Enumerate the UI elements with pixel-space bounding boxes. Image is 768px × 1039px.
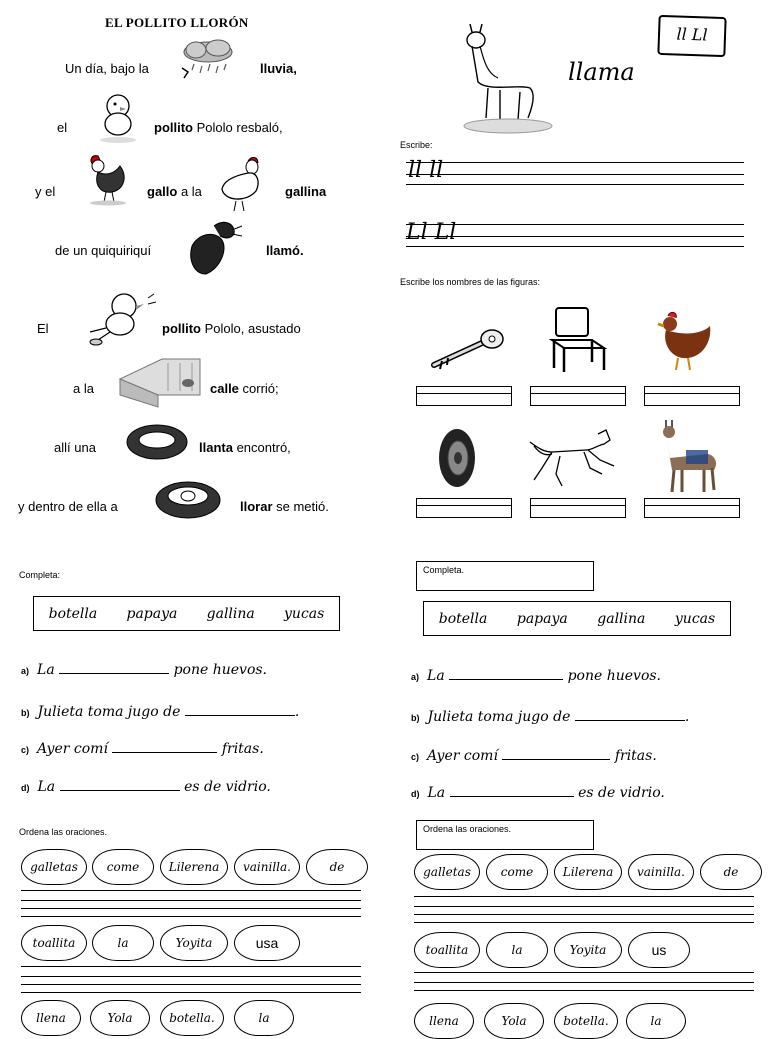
blank-field[interactable] <box>60 788 180 791</box>
sentence-before: La <box>37 662 55 678</box>
sentence-before: Ayer comí <box>37 741 108 757</box>
word-cloud[interactable]: Lilerena <box>160 849 228 885</box>
crowing-rooster-icon <box>184 216 244 278</box>
answer-box-hen[interactable] <box>644 386 740 406</box>
answer-line <box>414 982 754 983</box>
word-cloud[interactable]: la <box>486 932 548 968</box>
poem-line-5-rest: Pololo, asustado <box>201 321 301 336</box>
blank-field[interactable] <box>502 757 610 760</box>
answer-box-tire[interactable] <box>416 498 512 518</box>
word-cloud[interactable]: come <box>92 849 154 885</box>
sentence-before: La <box>427 785 446 801</box>
word-cloud[interactable]: la <box>626 1003 686 1039</box>
poem-line-3-text: y el <box>35 184 56 199</box>
practice-line-ll: ll ll <box>408 158 444 183</box>
writing-line <box>406 174 744 175</box>
sentence-after: . <box>294 704 300 720</box>
writing-line <box>406 236 744 237</box>
tire-icon <box>125 422 189 462</box>
word-cloud[interactable]: galletas <box>21 849 87 885</box>
word-bank-word: papaya <box>516 610 568 627</box>
sentence-a-left <box>21 662 267 678</box>
word-cloud[interactable]: Yoyita <box>554 932 622 968</box>
blank-field[interactable] <box>449 677 563 680</box>
poem-line-7-rest: encontró, <box>232 440 291 455</box>
sentence-label: c) <box>411 752 420 762</box>
practice-line-Ll: Ll Ll <box>406 220 457 245</box>
blank-field[interactable] <box>575 718 685 721</box>
word-cloud[interactable]: galletas <box>414 854 480 890</box>
horse-icon <box>526 428 618 488</box>
poem-line-8-text: y dentro de ella a <box>18 499 118 514</box>
poem-word-pollito: pollito <box>154 120 193 135</box>
answer-box-key[interactable] <box>416 386 512 406</box>
sentence-before: Julieta toma jugo de <box>37 704 181 720</box>
llama-word: llama <box>568 58 635 86</box>
sentence-b-left <box>21 704 299 720</box>
poem-line-6-text: a la <box>73 381 94 396</box>
word-cloud[interactable]: usa <box>234 925 300 961</box>
poem-line-2-rest: Pololo resbaló, <box>193 120 283 135</box>
ordena-label-right: Ordena las oraciones. <box>423 824 512 834</box>
nombres-label: Escribe los nombres de las figuras: <box>400 277 541 287</box>
word-cloud[interactable]: come <box>486 854 548 890</box>
poem-line-6-rest: corrió; <box>238 381 279 396</box>
sentence-before: La <box>427 668 445 684</box>
answer-line <box>21 992 361 993</box>
letters-card <box>657 15 726 57</box>
word-bank-word: gallina <box>206 605 255 622</box>
sentence-d-right <box>411 785 665 801</box>
answer-line <box>21 976 361 977</box>
answer-box-llama[interactable] <box>644 498 740 518</box>
word-cloud[interactable]: la <box>234 1000 294 1036</box>
sentence-before: Julieta toma jugo de <box>427 709 571 725</box>
answer-line <box>414 896 754 897</box>
sentence-after: fritas. <box>614 748 657 764</box>
poem-word-calle: calle <box>210 381 239 396</box>
answer-line <box>414 972 754 973</box>
chick-in-tire-icon <box>154 478 222 522</box>
poem-word-lluvia: lluvia, <box>260 61 297 76</box>
sentence-c-left <box>21 741 264 757</box>
sentence-before: Ayer comí <box>427 748 498 764</box>
word-bank-word: gallina <box>597 610 646 627</box>
word-bank-word: yucas <box>674 610 716 627</box>
completa-label-left: Completa: <box>19 570 61 580</box>
answer-line <box>414 922 754 923</box>
answer-line <box>414 990 754 991</box>
word-cloud[interactable]: Yola <box>90 1000 150 1036</box>
word-bank-word: botella <box>438 610 488 627</box>
poem-word-gallo: gallo <box>147 184 178 199</box>
sentence-label: a) <box>21 666 30 676</box>
answer-line <box>21 966 361 967</box>
ordena-label-left: Ordena las oraciones. <box>19 827 108 837</box>
escribe-label: Escribe: <box>400 140 433 150</box>
sentence-label: d) <box>21 783 30 793</box>
key-icon <box>430 325 506 373</box>
sentence-b-right <box>411 709 689 725</box>
rooster-icon <box>84 152 130 206</box>
poem-line-1-text: Un día, bajo la <box>65 61 149 76</box>
poem-word-pollito-2: pollito <box>162 321 201 336</box>
writing-line <box>406 224 744 225</box>
poem-word-llanta: llanta <box>199 440 233 455</box>
answer-line <box>21 916 361 917</box>
blank-field[interactable] <box>59 671 169 674</box>
word-bank-word: botella <box>48 605 98 622</box>
poem-line-6 <box>210 381 279 396</box>
sentence-before: La <box>37 779 56 795</box>
ordena-label-box-right <box>416 820 594 850</box>
writing-line <box>406 162 744 163</box>
word-cloud[interactable]: toallita <box>414 932 480 968</box>
poem-line-5 <box>162 321 301 336</box>
poem-line-2-text: el <box>57 120 68 135</box>
tire-photo-icon <box>438 428 476 488</box>
poem-line-7 <box>199 440 291 455</box>
poem-word-gallina: gallina <box>285 184 327 199</box>
answer-line <box>21 984 361 985</box>
sentence-after: fritas. <box>221 741 264 757</box>
rain-cloud-icon <box>180 38 236 80</box>
sentence-c-right <box>411 748 657 764</box>
llama-cartoon-icon <box>458 22 558 134</box>
sentence-a-right <box>411 668 661 684</box>
poem-line-7-text: allí una <box>54 440 96 455</box>
word-bank-left <box>33 596 340 631</box>
sentence-label: d) <box>411 789 420 799</box>
poem-line-4-text: de un quiquiriquí <box>55 243 152 258</box>
poem-line-3-rest: a la <box>177 184 202 199</box>
sentence-d-left <box>21 779 271 795</box>
completa-label-box-right <box>416 561 594 591</box>
poem-line-3 <box>147 184 202 199</box>
poem-word-llamo: llamó. <box>266 243 304 258</box>
word-cloud[interactable]: de <box>700 854 762 890</box>
word-cloud[interactable]: botella. <box>554 1003 618 1039</box>
answer-line <box>414 906 754 907</box>
writing-line <box>406 246 744 247</box>
sentence-after: pone huevos. <box>567 668 662 684</box>
llama-photo-icon <box>658 418 722 494</box>
blank-field[interactable] <box>112 750 217 753</box>
word-cloud[interactable]: toallita <box>21 925 87 961</box>
word-cloud[interactable]: llena <box>414 1003 474 1039</box>
sentence-label: b) <box>21 708 30 718</box>
word-bank-word: yucas <box>284 605 325 622</box>
sentence-label: b) <box>411 713 420 723</box>
sentence-after: es de vidrio. <box>578 785 665 801</box>
word-cloud[interactable]: botella. <box>160 1000 224 1036</box>
sentence-after: pone huevos. <box>173 662 268 678</box>
word-cloud[interactable]: us <box>628 932 690 968</box>
blank-field[interactable] <box>450 794 574 797</box>
word-bank-right <box>423 601 731 636</box>
chair-icon <box>548 306 608 374</box>
sentence-after: . <box>684 709 690 725</box>
word-cloud[interactable]: vainilla. <box>234 849 300 885</box>
poem-word-llorar: llorar <box>240 499 273 514</box>
answer-line <box>414 914 754 915</box>
answer-line <box>21 900 361 901</box>
hen-photo-icon <box>654 310 716 374</box>
poem-line-8 <box>240 499 329 514</box>
answer-box-horse[interactable] <box>530 498 626 518</box>
answer-line <box>21 908 361 909</box>
completa-label-right: Completa. <box>423 565 465 575</box>
word-cloud[interactable]: llena <box>21 1000 81 1036</box>
poem-title: EL POLLITO LLORÓN <box>105 15 249 30</box>
sentence-after: es de vidrio. <box>184 779 271 795</box>
writing-line <box>406 184 744 185</box>
street-icon <box>118 355 202 409</box>
sentence-label: c) <box>21 745 30 755</box>
chick-slipping-icon <box>96 88 140 144</box>
word-cloud[interactable]: Lilerena <box>554 854 622 890</box>
scared-chick-icon <box>84 288 160 348</box>
blank-field[interactable] <box>185 713 295 716</box>
poem-line-5-text: El <box>37 321 49 336</box>
poem-line-2 <box>154 120 283 135</box>
word-bank-word: papaya <box>126 605 178 622</box>
word-cloud[interactable]: vainilla. <box>628 854 694 890</box>
letters-card-text: ll Ll <box>676 24 708 45</box>
sentence-label: a) <box>411 672 420 682</box>
poem-line-8-rest: se metió. <box>272 499 329 514</box>
word-cloud[interactable]: Yola <box>484 1003 544 1039</box>
answer-line <box>21 890 361 891</box>
word-cloud[interactable]: la <box>92 925 154 961</box>
answer-box-chair[interactable] <box>530 386 626 406</box>
hen-icon <box>218 153 264 215</box>
word-cloud[interactable]: de <box>306 849 368 885</box>
word-cloud[interactable]: Yoyita <box>160 925 228 961</box>
